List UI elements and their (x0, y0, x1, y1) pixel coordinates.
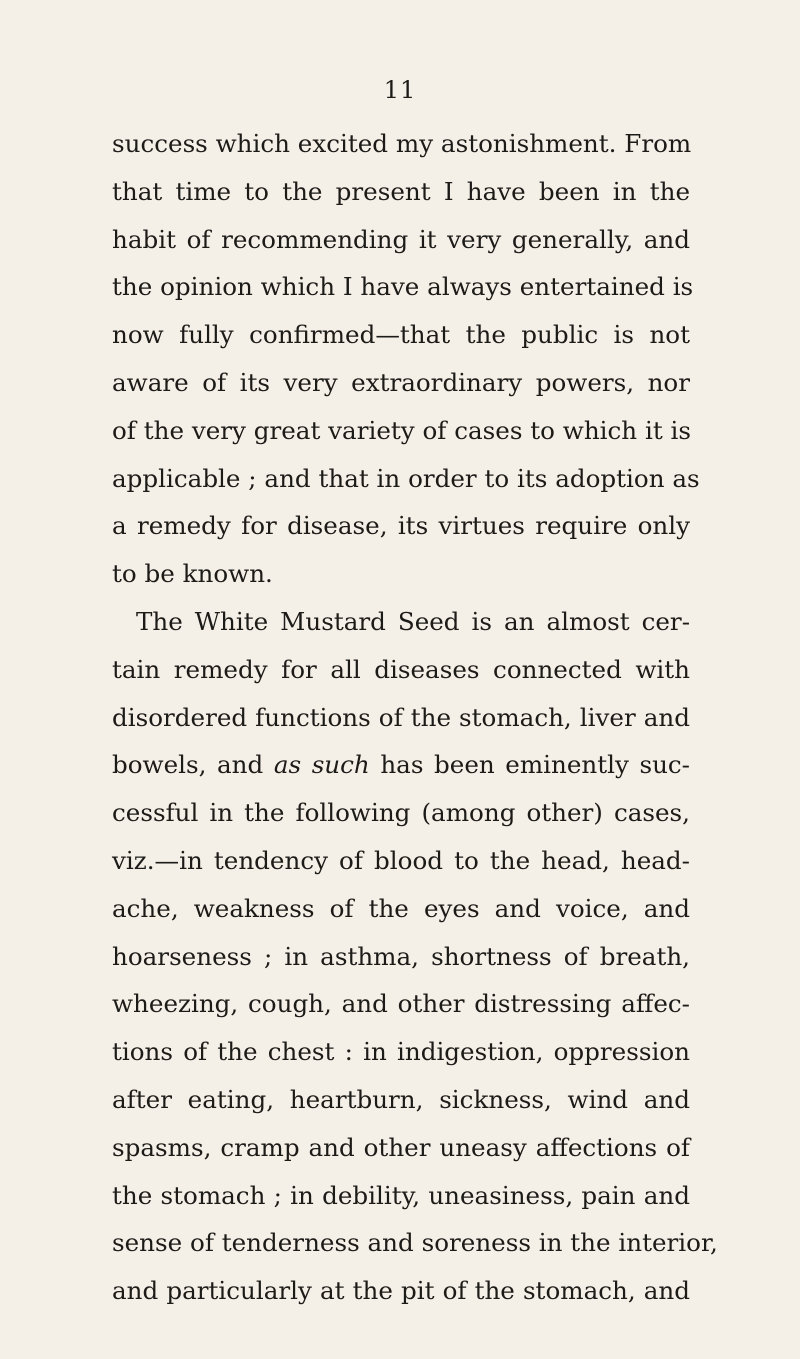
text-line-12: tain remedy for all diseases connected with (112, 654, 690, 684)
text-line-11: The White Mustard Seed is an almost cer- (136, 606, 690, 636)
text-line-25: and particularly at the pit of the stomach, and (112, 1276, 690, 1306)
italic-phrase: as such (273, 750, 370, 780)
text-line-21: after eating, heartburn, sickness, wind and (112, 1084, 690, 1114)
text-line-6: aware of its very extraordinary powers, nor (112, 367, 690, 397)
text-line-17: ache, weakness of the eyes and voice, and (112, 893, 690, 923)
text-line-20: tions of the chest : in indigestion, oppression (112, 1037, 690, 1067)
text-line-1: success which excited my astonishment. From (112, 129, 692, 158)
body-text (112, 120, 718, 1315)
text-line-2: that time to the present I have been in the (112, 176, 690, 206)
text-line-4: the opinion which I have always entertained is (112, 272, 694, 302)
text-line-22: spasms, cramp and other uneasy affections of (112, 1132, 690, 1162)
text-line-3: habit of recommending it very generally, and (112, 224, 690, 254)
text-line-13: disordered functions of the stomach, liver and (112, 702, 690, 732)
text-line-15: cessful in the following (among other) cases, (112, 798, 690, 828)
text-line-14-after: has been eminently suc- (369, 750, 690, 780)
text-line-14 (112, 741, 690, 789)
text-line-23: the stomach ; in debility, uneasiness, pain and (112, 1180, 690, 1210)
text-line-7: of the very great variety of cases to which it is (112, 415, 692, 445)
text-line-14-before: bowels, and (112, 750, 274, 780)
text-line-9: a remedy for disease, its virtues require only (112, 511, 690, 541)
text-line-18: hoarseness ; in asthma, shortness of breath, (112, 941, 690, 971)
text-line-16: viz.—in tendency of blood to the head, head- (112, 845, 690, 875)
text-line-8: applicable ; and that in order to its adoption as (112, 463, 700, 493)
text-line-10: to be known. (112, 559, 273, 589)
text-line-19: wheezing, cough, and other distressing affec- (112, 989, 690, 1019)
text-line-5: now fully confirmed—that the public is not (112, 320, 690, 350)
text-line-24: sense of tenderness and soreness in the interior, (112, 1228, 718, 1258)
page-number: 11 (383, 76, 417, 104)
